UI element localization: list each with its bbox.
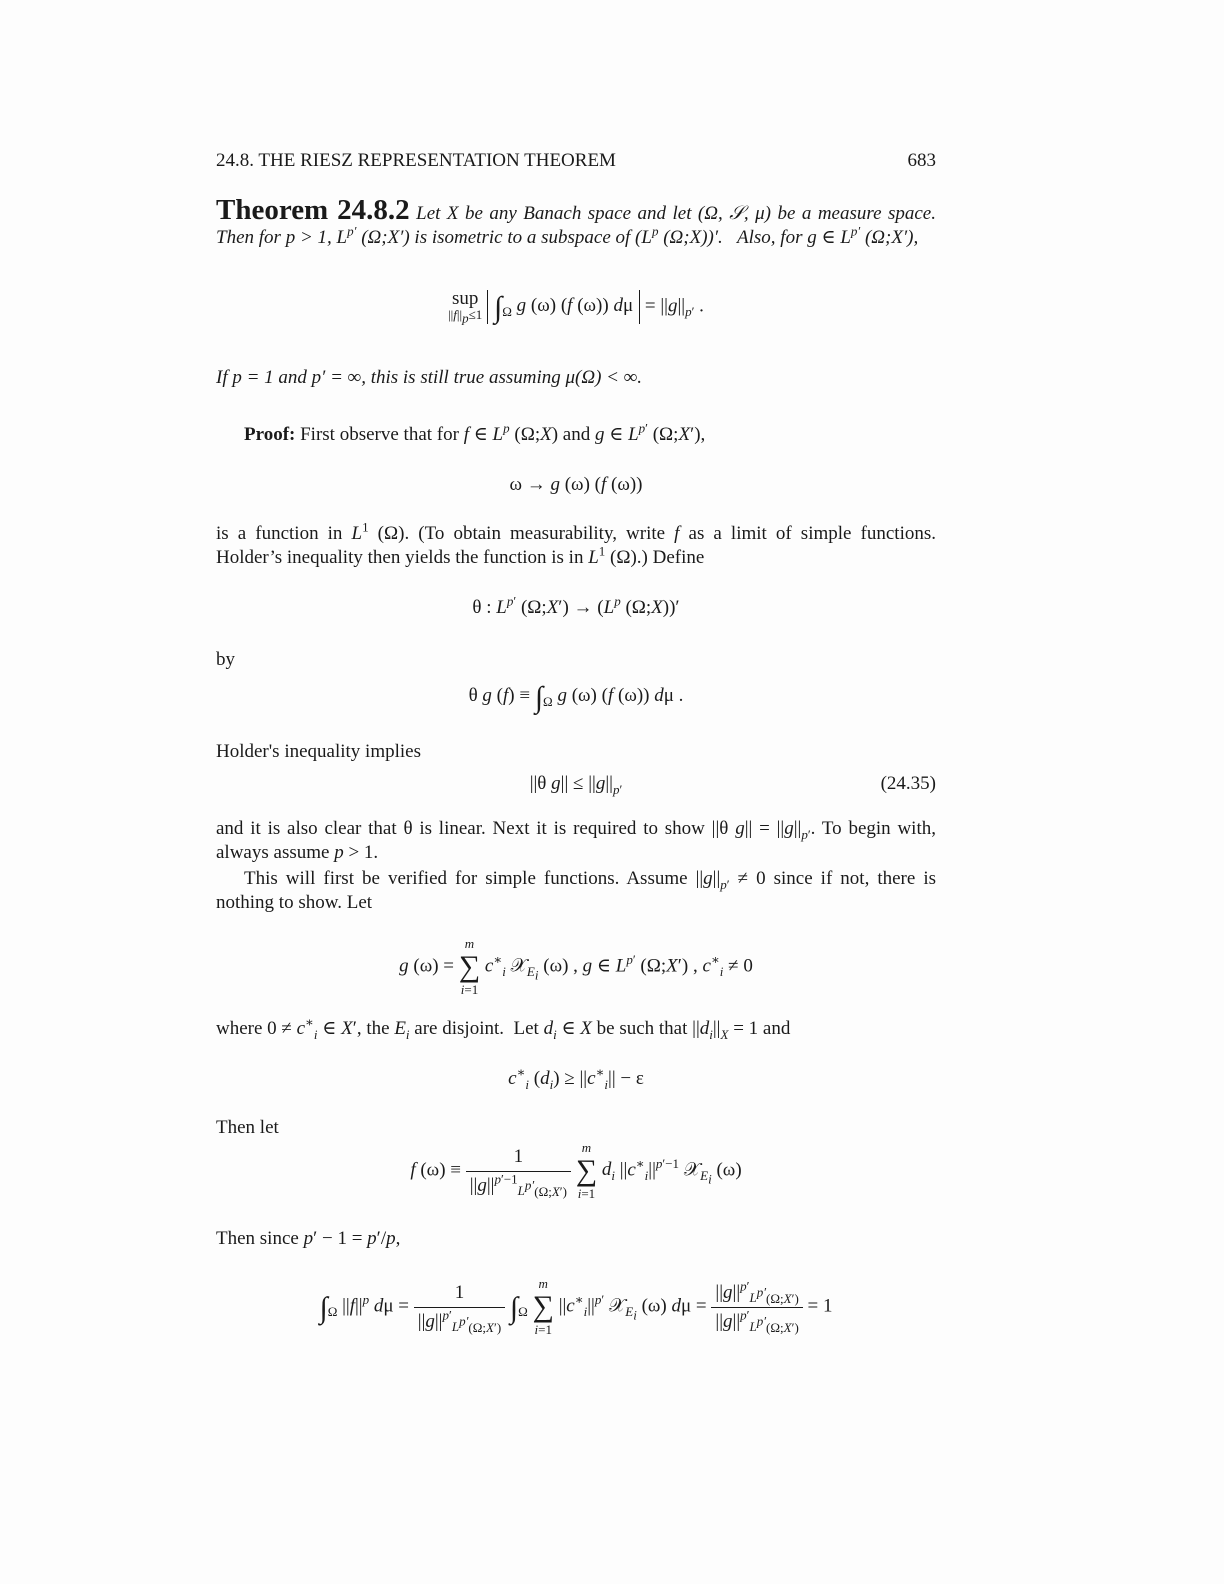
section-title: 24.8. THE RIESZ REPRESENTATION THEOREM [216, 150, 616, 171]
equation-theta-g: θ g $(f) \equiv \int_\Omega$ g (ω) (f (ω)) dμ . [468, 681, 684, 714]
proof-paragraph-5: and it is also clear that θ is linear. Next it is required to show ||θ $g|| = ||g||_{p'}$. To begin with, always assume p > 1. [216, 818, 936, 863]
proof-since: Then since p′ − 1 = p′/p, [216, 1228, 401, 1249]
page-number: 683 [907, 150, 936, 171]
theorem-label: Theorem 24.8.2 [216, 194, 410, 226]
proof-holder: Holder's inequality implies [216, 741, 422, 762]
equation-di: $c^∗_i$ $(d_i) \ge ||c^∗_i|| - \varepsilon$ [508, 1064, 644, 1092]
proof-paragraph-7: where $0 \ne c^∗_i$ ∈ X′, the $E_i$ are disjoint. Let $d_i$ ∈ X be such that $||d_i||_X = 1$ and [216, 1014, 791, 1042]
running-header [216, 149, 936, 173]
equation-number: (24.35) [880, 773, 936, 794]
proof-paragraph-6: This will first be verified for simple functions. Assume $||g||_{p'} \ne 0$ since if not, there is nothing to show. Let [216, 868, 936, 913]
page [216, 0, 936, 1584]
equation-map: ω → g (ω) (f (ω)) [509, 474, 643, 495]
equation-theta-def: θ : $L^{p'}$ (Ω;X′) → ($L^p$ (Ω;X))′ [472, 593, 680, 618]
equation-24-35: ||θ $g|| \le ||g||_{p'}$ [529, 773, 623, 797]
theorem-remark: If p = 1 and p′ = ∞, this is still true assuming μ(Ω) < ∞. [216, 367, 643, 388]
proof-by: by [216, 649, 235, 670]
proof-paragraph-2: is a function in $L^1$ (Ω). (To obtain measurability, write f as a limit of simple functions. Holder’s inequality then yields the function is in $L^1$ (Ω).) Define [216, 519, 937, 568]
proof-paragraph-1: Proof: First observe that for f ∈ $L^p$ (Ω;X) and g ∈ $L^{p'}$ (Ω;X′), [244, 420, 706, 445]
equation-norm-f: $\int_\Omega$ $||f||^p$ dμ = $\frac{1}{||g||^{p'}_{L^{p'}(\Omega;X')}}$ $\int_\Omega$ m ∑ i=1 $||c^∗_i||^{p'}$ 𝒳$_{E_i}$ (ω) dμ = $\frac{||g||^{p'}_{L^{p'}(\Omega;X')}}{||g||^{p'}_{L^{p'}(\Omega;X')}}$ = 1 [319, 1276, 833, 1337]
equation-f-def: f (ω) ≡ $\frac{1}{||g||^{p'-1}_{L^{p'}(\Omega;X')}}$ m ∑ i=1 $d_i$ $||c^∗_i||^{p'-1}$ 𝒳$_{E_i}$ (ω) [410, 1140, 742, 1201]
equation-simple-g: g (ω) = m ∑ i=1 $c^∗_i$ 𝒳$_{E_i}$ (ω) , g ∈ $L^{p'}$ (Ω;X′) , $c^∗_i \ne 0$ [399, 936, 753, 997]
theorem-statement: Theorem 24.8.2 Let X be any Banach space and let (Ω, 𝒮, μ) be a measure space. Then for p > 1, $L^{p'}$ (Ω;X′) is isometric to a subspace of ($L^p$ (Ω;X))′. Also, for g ∈ $L^{p'}$ (Ω;X′), [216, 194, 936, 248]
proof-then-let: Then let [216, 1117, 279, 1138]
proof-label: Proof: [244, 424, 296, 445]
equation-sup: sup $||f||_p\le 1$ $\int_\Omega$ g (ω) (f (ω)) $d\mu = ||g||_{p'}$ . [448, 288, 704, 326]
